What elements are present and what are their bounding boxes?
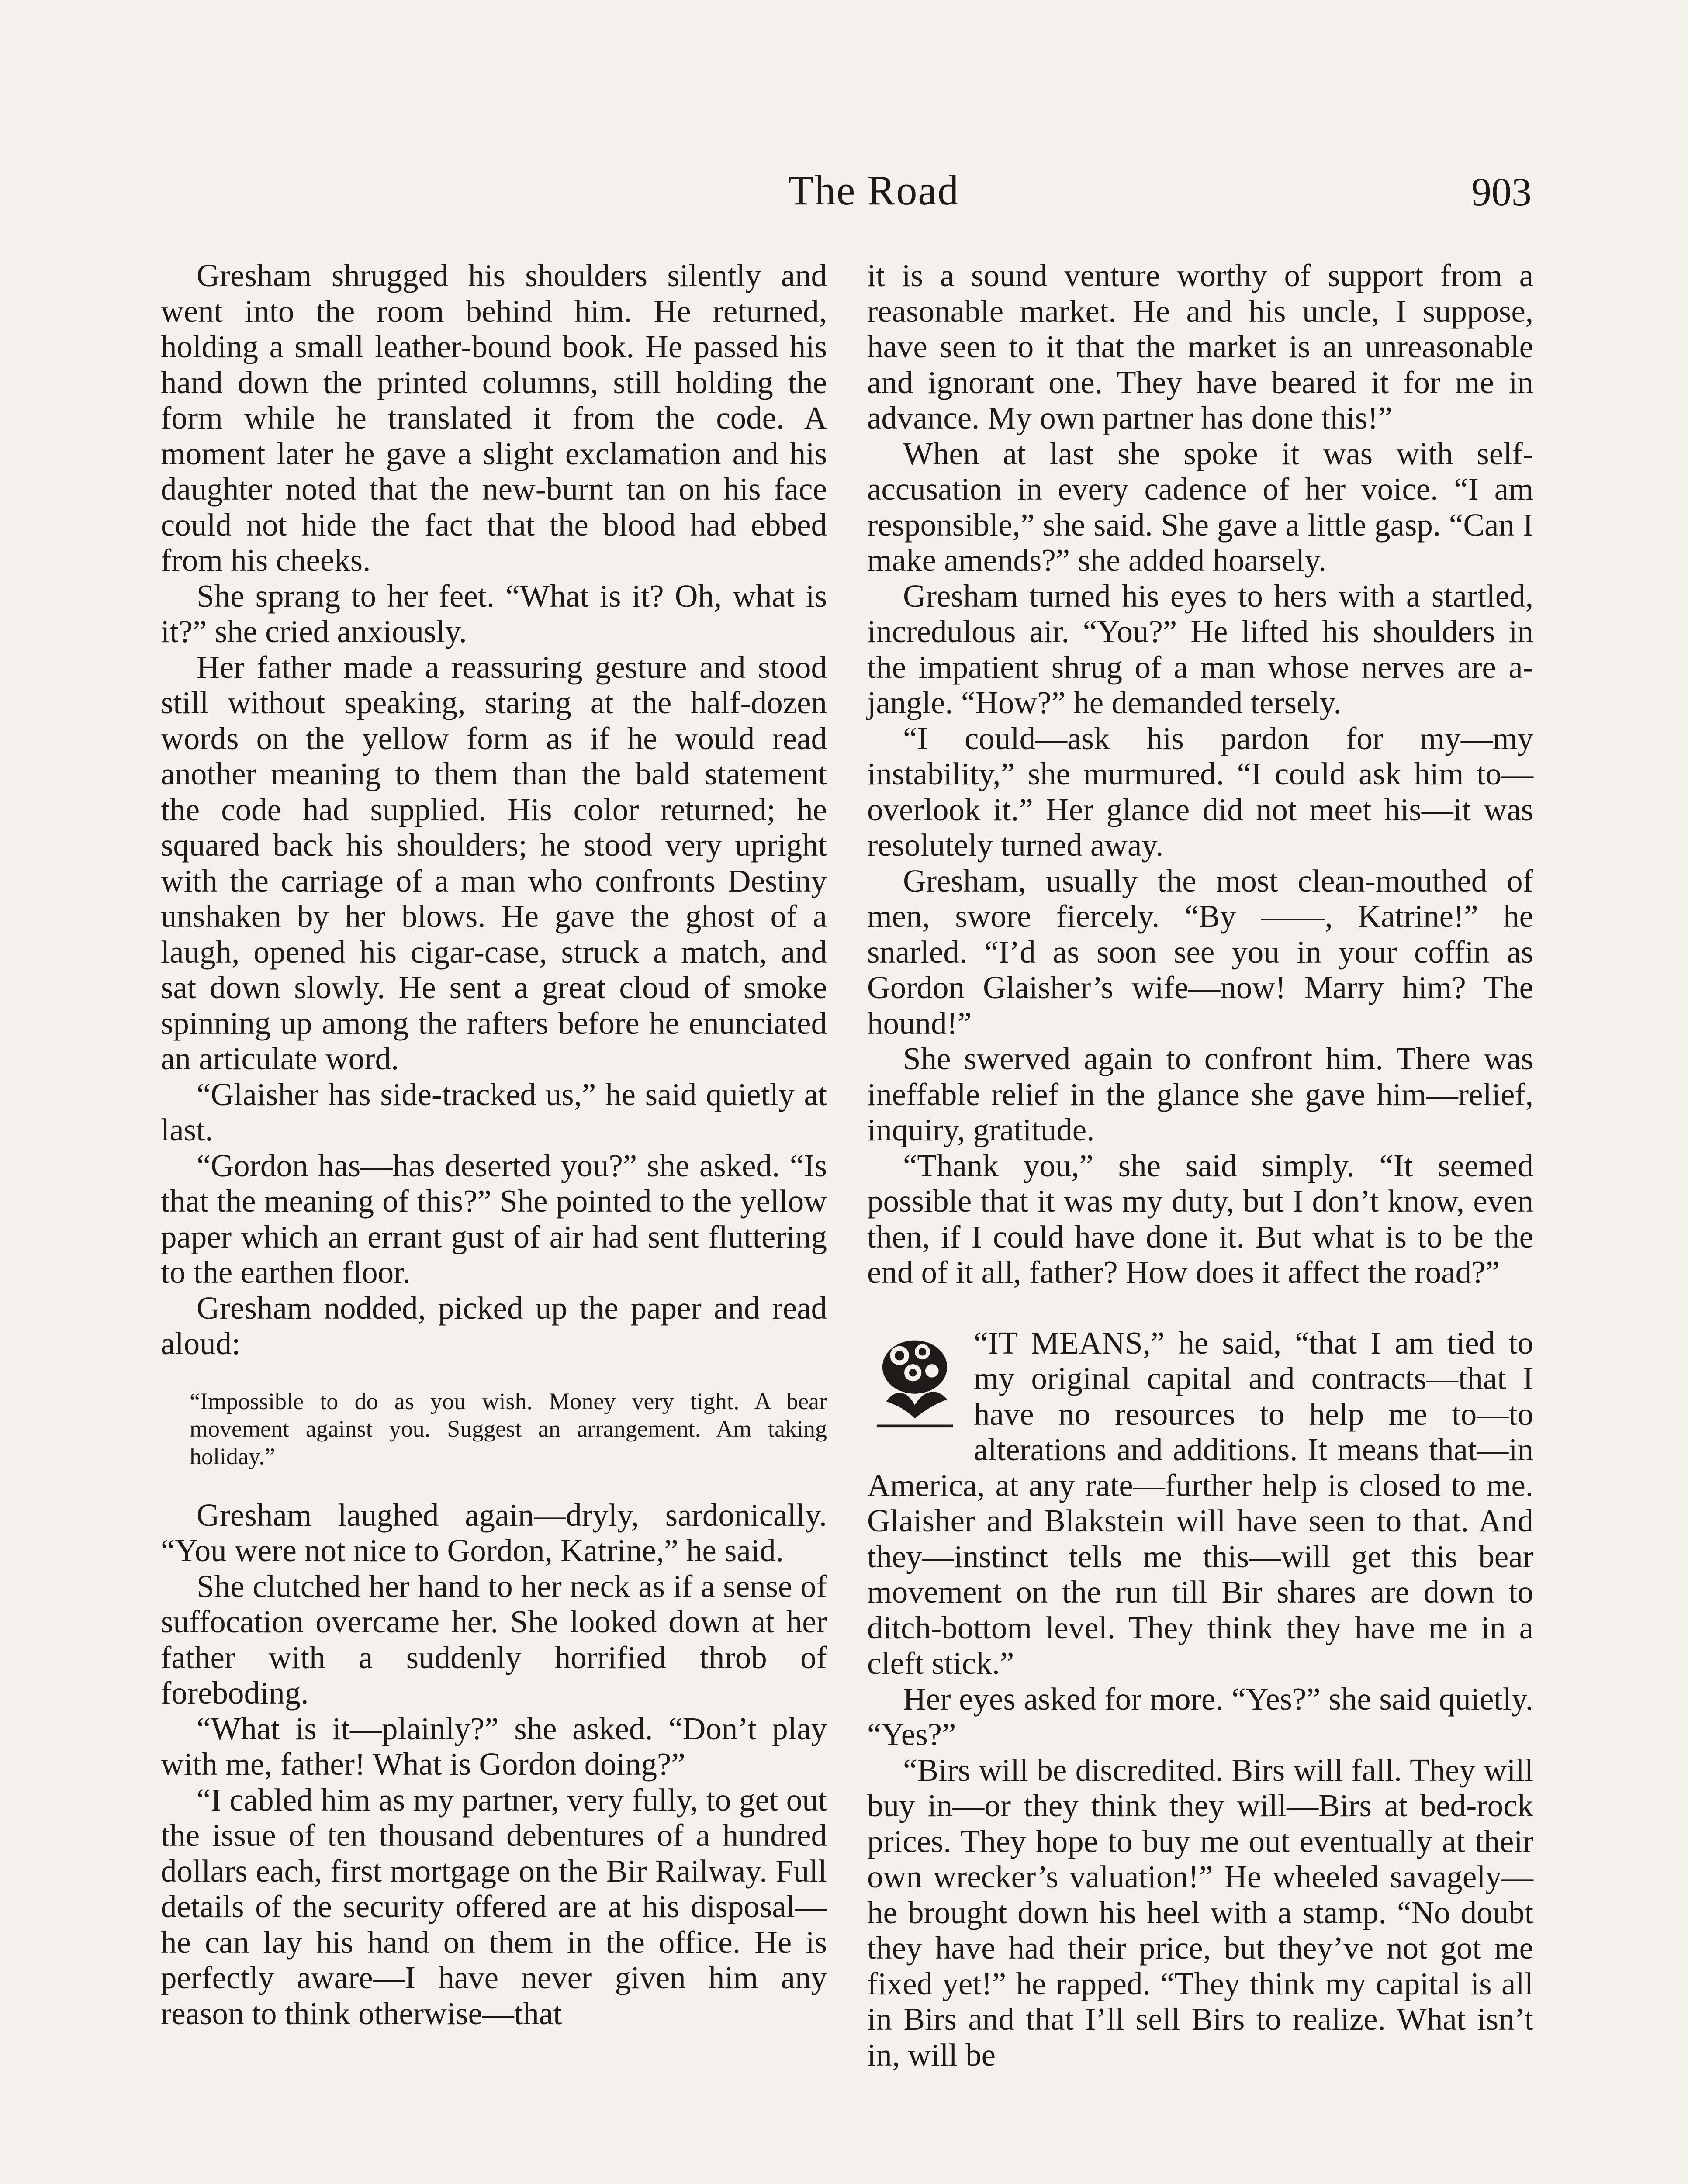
left-column xyxy=(161,258,827,2031)
paragraph: Her father made a reassuring gesture and stood still without speaking, staring at the half-dozen words on the yellow form as if he would read another meaning to them than the bald statement the code had supplied. His color returned; he squared back his shoulders; he stood very upright with the carriage of a man who confronts Destiny unshaken by her blows. He gave the ghost of a laugh, opened his cigar-case, struck a match, and sat down slowly. He sent a great cloud of smoke spinning up among the rafters before he enunciated an articulate word. xyxy=(161,649,827,1076)
section-start-paragraph xyxy=(867,1325,1533,1681)
paragraph: She clutched her hand to her neck as if a sense of suffocation overcame her. She looked down at her father with a suddenly horrified throb of foreboding. xyxy=(161,1568,827,1711)
paragraph: Gresham turned his eyes to hers with a startled, incredulous air. “You?” He lifted his shoulders in the impatient shrug of a man whose nerves are a-jangle. “How?” he demanded tersely. xyxy=(867,578,1533,720)
paragraph: “I cabled him as my partner, very fully, to get out the issue of ten thousand debentures of a hundred dollars each, first mortgage on the Bir Railway. Full details of the security offered are at his disposal—he can lay his hand on them in the office. He is perfectly aware—I have never given him any reason to think otherwise—that xyxy=(161,1782,827,2031)
paragraph: “Birs will be discredited. Birs will fall. They will buy in—or they think they will—Birs at bed-rock prices. They hope to buy me out eventually at their own wrecker’s valuation!” He wheeled savagely—he brought down his heel with a stamp. “No doubt they have had their price, but they’ve not got me fixed yet!” he rapped. “They think my capital is all in Birs and that I’ll sell Birs to realize. What isn’t in, will be xyxy=(867,1752,1533,2073)
telegram-quote: “Impossible to do as you wish. Money very tight. A bear movement against you. Suggest an arrangement. Am taking holiday.” xyxy=(190,1388,827,1469)
paragraph: She swerved again to confront him. There was ineffable relief in the glance she gave him—relief, inquiry, gratitude. xyxy=(867,1041,1533,1147)
paragraph: “I could—ask his pardon for my—my instability,” she murmured. “I could ask him to—overlook it.” Her glance did not meet his—it was resolutely turned away. xyxy=(867,720,1533,863)
page-title: The Road xyxy=(788,167,959,214)
paragraph: “What is it—plainly?” she asked. “Don’t play with me, father! What is Gordon doing?” xyxy=(161,1711,827,1782)
right-column xyxy=(867,258,1533,2073)
section-start-text: “IT MEANS,” he said, “that I am tied to my original capital and contracts—that I have no resources to help me to—to alterations and additions. It means that—in America, at any rate—further help is closed to me. Glaisher and Blakstein will have seen to that. And they—instinct tells me this—will get this bear movement on the run till Bir shares are down to ditch-bottom level. They think they have me in a cleft stick.” xyxy=(867,1325,1533,1681)
paragraph: Gresham nodded, picked up the paper and read aloud: xyxy=(161,1290,827,1361)
paragraph: Gresham laughed again—dryly, sardonically. “You were not nice to Gordon, Katrine,” he said. xyxy=(161,1497,827,1568)
paragraph: “Glaisher has side-tracked us,” he said quietly at last. xyxy=(161,1076,827,1147)
paragraph: Her eyes asked for more. “Yes?” she said quietly. “Yes?” xyxy=(867,1681,1533,1752)
paragraph: “Thank you,” she said simply. “It seemed possible that it was my duty, but I don’t know, even then, if I could have done it. But what is to be the end of it all, father? How does it affect the road?” xyxy=(867,1147,1533,1290)
paragraph: Gresham, usually the most clean-mouthed of men, swore fiercely. “By ——, Katrine!” he snarled. “I’d as soon see you in your coffin as Gordon Glaisher’s wife—now! Marry him? The hound!” xyxy=(867,863,1533,1041)
page-number: 903 xyxy=(1471,169,1532,214)
paragraph: When at last she spoke it was with self-accusation in every cadence of her voice. “I am responsible,” she said. She gave a little gasp. “Can I make amends?” she added hoarsely. xyxy=(867,435,1533,578)
paragraph: “Gordon has—has deserted you?” she asked. “Is that the meaning of this?” She pointed to the yellow paper which an errant gust of air had sent fluttering to the earthen floor. xyxy=(161,1147,827,1290)
paragraph: Gresham shrugged his shoulders silently and went into the room behind him. He returned, holding a small leather-bound book. He passed his hand down the printed columns, still holding the form while he translated it from the code. A moment later he gave a slight exclamation and his daughter noted that the new-burnt tan on his face could not hide the fact that the blood had ebbed from his cheeks. xyxy=(161,258,827,578)
paragraph-continued: it is a sound venture worthy of support from a reasonable market. He and his uncle, I suppose, have seen to it that the market is an unreasonable and ignorant one. They have beared it for me in advance. My own partner has done this!” xyxy=(867,258,1533,435)
flower-ornament-icon xyxy=(867,1327,962,1432)
paragraph: She sprang to her feet. “What is it? Oh, what is it?” she cried anxiously. xyxy=(161,578,827,649)
